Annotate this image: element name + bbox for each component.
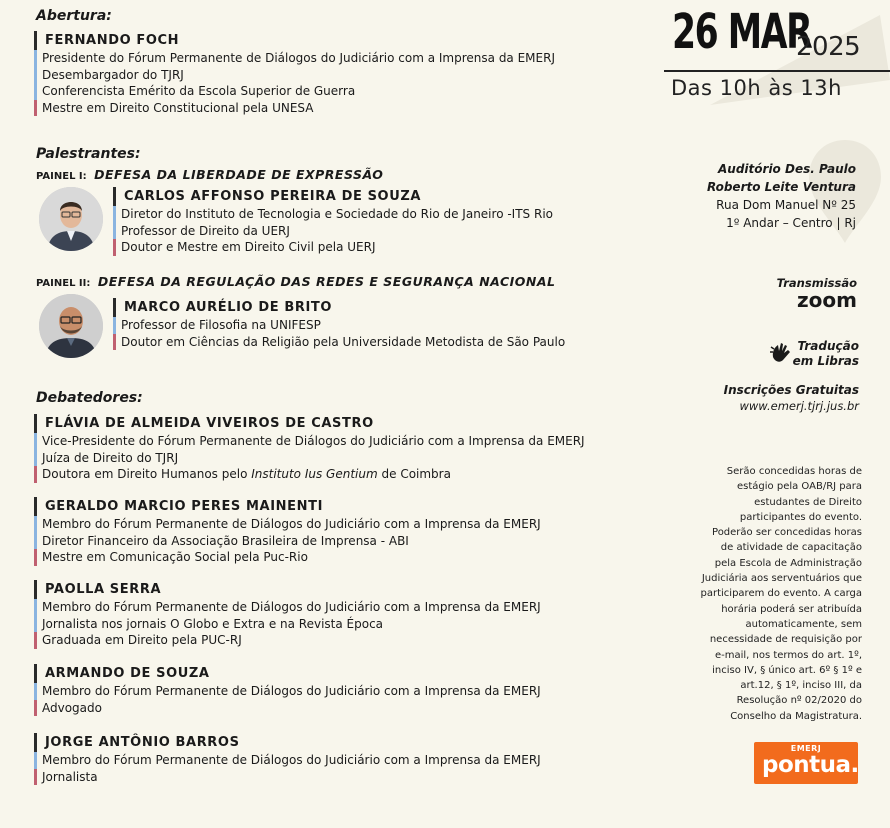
event-date-year: 2025 xyxy=(796,32,861,62)
debater-geraldo xyxy=(34,497,541,566)
speaker-role: Presidente do Fórum Permanente de Diálogos do Judiciário com a Imprensa da EMERJ xyxy=(34,50,555,67)
debater-name: ARMANDO DE SOUZA xyxy=(34,664,541,683)
speaker-name: FERNANDO FOCH xyxy=(34,31,555,50)
hours-notice: Serão concedidas horas de estágio pela OAB/RJ para estudantes de Direito participantes do evento. Poderão ser concedidas horas de atividade de capacitação pela Escola de Administração Judiciária aos serventuários que participarem do evento. A carga horária poderá ser atribuída automaticamente, sem necessidade de requisição por e-mail, nos termos do art. 1º, inciso IV, § único art. 6º § 1º e art.12, § 1º, inciso III, da Resolução nº 02/2020 do Conselho da Magistratura. xyxy=(700,466,862,722)
date-divider xyxy=(664,70,890,72)
opening-title: Abertura: xyxy=(36,8,112,24)
debater-role: Membro do Fórum Permanente de Diálogos do Judiciário com a Imprensa da EMERJ xyxy=(34,683,541,700)
venue-address: 1º Andar – Centro | Rj xyxy=(726,216,856,230)
debater-role: Vice-Presidente do Fórum Permanente de Diálogos do Judiciário com a Imprensa da EMERJ xyxy=(34,433,585,450)
zoom-logo: zoom xyxy=(797,288,857,312)
venue-line: Auditório Des. Paulo xyxy=(718,162,856,176)
debater-role: Jornalista xyxy=(34,769,541,786)
speaker-name: MARCO AURÉLIO DE BRITO xyxy=(113,298,565,317)
debater-role: Membro do Fórum Permanente de Diálogos do Judiciário com a Imprensa da EMERJ xyxy=(34,516,541,533)
libras-translation xyxy=(769,339,859,369)
venue-address: Rua Dom Manuel Nº 25 xyxy=(716,198,856,212)
debater-name: FLÁVIA DE ALMEIDA VIVEIROS DE CASTRO xyxy=(34,414,585,433)
panel-1-heading xyxy=(36,167,383,182)
debater-paolla xyxy=(34,580,541,649)
speaker-role: Professor de Direito da UERJ xyxy=(113,223,553,240)
event-hours: Das 10h às 13h xyxy=(671,76,842,100)
debater-jorge xyxy=(34,733,541,785)
libras-line: Tradução xyxy=(797,339,859,353)
speaker-role: Doutor em Ciências da Religião pela Universidade Metodista de São Paulo xyxy=(113,334,565,351)
venue-line: Roberto Leite Ventura xyxy=(706,180,856,194)
speaker-carlos xyxy=(113,187,553,256)
speaker-name: CARLOS AFFONSO PEREIRA DE SOUZA xyxy=(113,187,553,206)
panel-2-heading xyxy=(36,274,556,289)
panel-1-name: DEFESA DA LIBERDADE DE EXPRESSÃO xyxy=(94,167,384,182)
registration-info xyxy=(724,383,859,414)
registration-title: Inscrições Gratuitas xyxy=(723,383,859,397)
debater-name: PAOLLA SERRA xyxy=(34,580,541,599)
registration-url[interactable]: www.emerj.tjrj.jus.br xyxy=(739,398,859,413)
speaker-photo-marco xyxy=(39,294,103,358)
debater-flavia xyxy=(34,414,585,483)
panel-2-name: DEFESA DA REGULAÇÃO DAS REDES E SEGURANÇA NACIONAL xyxy=(97,274,556,289)
debater-role: Doutora em Direito Humanos pelo Instituto Ius Gentium de Coimbra xyxy=(34,466,585,483)
debater-role: Diretor Financeiro da Associação Brasileira de Imprensa - ABI xyxy=(34,533,541,550)
libras-line: em Libras xyxy=(792,354,859,368)
debater-role: Membro do Fórum Permanente de Diálogos do Judiciário com a Imprensa da EMERJ xyxy=(34,752,541,769)
debater-role: Jornalista nos jornais O Globo e Extra e na Revista Época xyxy=(34,616,541,633)
speaker-photo-carlos xyxy=(39,187,103,251)
event-date-day-month: 26 MAR xyxy=(672,4,812,60)
transmission-label: Transmissão xyxy=(776,276,857,290)
speaker-role: Doutor e Mestre em Direito Civil pela UERJ xyxy=(113,239,553,256)
debater-armando xyxy=(34,664,541,716)
speaker-role: Diretor do Instituto de Tecnologia e Sociedade do Rio de Janeiro -ITS Rio xyxy=(113,206,553,223)
debater-role: Advogado xyxy=(34,700,541,717)
debater-role: Mestre em Comunicação Social pela Puc-Rio xyxy=(34,549,541,566)
debater-role: Membro do Fórum Permanente de Diálogos do Judiciário com a Imprensa da EMERJ xyxy=(34,599,541,616)
panel-1-label: PAINEL I: xyxy=(36,171,87,182)
emerj-pontua-logo: EMERJ pontua. xyxy=(754,742,858,784)
panel-2-label: PAINEL II: xyxy=(36,278,91,289)
debater-role: Graduada em Direito pela PUC-RJ xyxy=(34,632,541,649)
event-venue xyxy=(707,160,856,232)
speaker-role: Conferencista Emérito da Escola Superior de Guerra xyxy=(34,83,555,100)
speaker-role: Mestre em Direito Constitucional pela UNESA xyxy=(34,100,555,117)
speakers-title: Palestrantes: xyxy=(36,146,141,162)
opening-speaker xyxy=(34,31,555,116)
speaker-role: Desembargador do TJRJ xyxy=(34,67,555,84)
debaters-title: Debatedores: xyxy=(36,390,143,406)
debater-name: JORGE ANTÔNIO BARROS xyxy=(34,733,541,752)
debater-role: Juíza de Direito do TJRJ xyxy=(34,450,585,467)
speaker-role: Professor de Filosofia na UNIFESP xyxy=(113,317,565,334)
debater-name: GERALDO MARCIO PERES MAINENTI xyxy=(34,497,541,516)
speaker-marco xyxy=(113,298,565,350)
